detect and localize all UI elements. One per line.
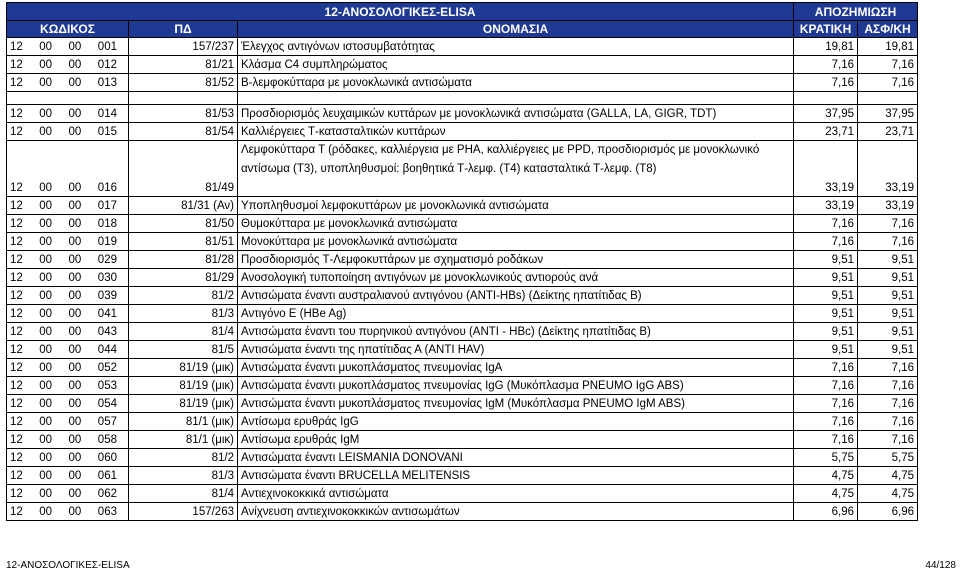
code-part: 018 xyxy=(97,217,117,230)
pd-cell: 81/3 xyxy=(129,467,238,485)
code-part: 00 xyxy=(39,271,53,284)
code-part: 12 xyxy=(10,182,23,194)
fund-price-cell: 7,16 xyxy=(858,413,918,431)
code-part: 053 xyxy=(97,379,117,392)
code-part: 013 xyxy=(97,76,117,89)
fund-price-cell: 9,51 xyxy=(858,251,918,269)
spacer-cell xyxy=(129,92,238,105)
table-row xyxy=(7,269,918,287)
code-cell xyxy=(7,305,129,323)
fund-price-cell: 7,16 xyxy=(858,233,918,251)
name-cell: Αντίσωμα ερυθράς IgM xyxy=(238,431,794,449)
fund-price-cell: 33,19 xyxy=(858,141,918,197)
code-part: 015 xyxy=(97,125,117,138)
code-part: 00 xyxy=(68,397,82,410)
fund-price-cell: 9,51 xyxy=(858,305,918,323)
name-cell: Μονοκύτταρα με μονοκλωνικά αντισώματα xyxy=(238,233,794,251)
spacer-row xyxy=(7,92,918,105)
code-part: 00 xyxy=(39,235,53,248)
code-cell xyxy=(7,215,129,233)
code-part: 00 xyxy=(68,415,82,428)
table-row xyxy=(7,395,918,413)
code-part: 014 xyxy=(97,107,117,120)
code-part: 12 xyxy=(10,469,23,482)
name-cell: Λεμφοκύτταρα Τ (ρόδακες, καλλιέργεια με PHA, καλλιέργειες με PPD, προσδιορισμός με μονοκλωνικό αντίσωμα (Τ3), υποπληθυσμοί: βοηθητικά Τ-λεμφ. (Τ4) κατασταλτικά Τ-λεμφ. (Τ8) xyxy=(238,141,794,197)
code-part: 029 xyxy=(97,253,117,266)
state-price-cell: 19,81 xyxy=(794,38,858,56)
pd-cell: 81/1 (μικ) xyxy=(129,413,238,431)
fund-price-cell: 5,75 xyxy=(858,449,918,467)
name-cell: Υποπληθυσμοί λεμφοκυττάρων με μονοκλωνικά αντισώματα xyxy=(238,197,794,215)
table-row xyxy=(7,431,918,449)
pd-cell: 81/49 xyxy=(129,141,238,197)
code-part: 00 xyxy=(39,289,53,302)
pd-cell: 81/52 xyxy=(129,74,238,92)
fund-price-cell: 7,16 xyxy=(858,395,918,413)
pd-cell: 81/2 xyxy=(129,449,238,467)
price-table xyxy=(6,2,918,521)
name-cell: Έλεγχος αντιγόνων ιστοσυμβατότητας xyxy=(238,38,794,56)
code-part: 00 xyxy=(39,397,53,410)
code-part: 00 xyxy=(39,125,53,138)
state-price-cell: 9,51 xyxy=(794,323,858,341)
pd-cell: 81/50 xyxy=(129,215,238,233)
code-part: 039 xyxy=(97,289,117,302)
name-cell: Β-λεμφοκύτταρα με μονοκλωνικά αντισώματα xyxy=(238,74,794,92)
code-part: 043 xyxy=(97,325,117,338)
code-part: 12 xyxy=(10,58,23,71)
code-part: 044 xyxy=(97,343,117,356)
code-part: 00 xyxy=(39,253,53,266)
fund-price-cell: 7,16 xyxy=(858,431,918,449)
state-price-cell: 37,95 xyxy=(794,105,858,123)
table-row xyxy=(7,503,918,521)
name-cell: Αντιεχινοκοκκικά αντισώματα xyxy=(238,485,794,503)
code-part: 12 xyxy=(10,451,23,464)
code-part: 00 xyxy=(68,379,82,392)
table-row xyxy=(7,449,918,467)
code-part: 12 xyxy=(10,505,23,518)
pd-cell: 157/237 xyxy=(129,38,238,56)
state-price-cell: 7,16 xyxy=(794,215,858,233)
spacer-cell xyxy=(238,92,794,105)
name-cell: Προσδιορισμός λευχαιμικών κυττάρων με μονοκλωνικά αντισώματα (GALLA, LA, GIGR, TDT) xyxy=(238,105,794,123)
code-part: 12 xyxy=(10,40,23,53)
code-part: 12 xyxy=(10,379,23,392)
state-price-cell: 7,16 xyxy=(794,395,858,413)
code-cell xyxy=(7,38,129,56)
code-part: 00 xyxy=(39,361,53,374)
pd-cell: 81/29 xyxy=(129,269,238,287)
name-cell: Κλάσμα C4 συμπληρώματος xyxy=(238,56,794,74)
code-part: 12 xyxy=(10,199,23,212)
code-part: 00 xyxy=(68,58,82,71)
code-part: 12 xyxy=(10,397,23,410)
pd-cell: 81/2 xyxy=(129,287,238,305)
code-cell xyxy=(7,56,129,74)
code-part: 00 xyxy=(68,289,82,302)
pd-cell: 81/4 xyxy=(129,485,238,503)
code-part: 00 xyxy=(39,182,53,194)
pd-cell: 81/1 (μικ) xyxy=(129,431,238,449)
name-cell: Ανίχνευση αντιεχινοκοκκικών αντισωμάτων xyxy=(238,503,794,521)
code-part: 00 xyxy=(39,469,53,482)
pd-cell: 157/263 xyxy=(129,503,238,521)
fund-price-cell: 23,71 xyxy=(858,123,918,141)
pd-cell: 81/19 (μικ) xyxy=(129,359,238,377)
code-cell xyxy=(7,74,129,92)
table-row xyxy=(7,197,918,215)
code-part: 12 xyxy=(10,487,23,500)
fund-price-cell: 7,16 xyxy=(858,359,918,377)
code-part: 12 xyxy=(10,271,23,284)
code-part: 00 xyxy=(39,40,53,53)
code-part: 00 xyxy=(68,361,82,374)
code-part: 00 xyxy=(68,40,82,53)
table-row xyxy=(7,105,918,123)
pd-cell: 81/19 (μικ) xyxy=(129,377,238,395)
code-part: 00 xyxy=(68,125,82,138)
table-row xyxy=(7,287,918,305)
table-row xyxy=(7,251,918,269)
state-price-cell: 33,19 xyxy=(794,141,858,197)
state-price-cell: 23,71 xyxy=(794,123,858,141)
name-cell: Αντισώματα έναντι του πυρηνικού αντιγόνου (ΑΝΤΙ - HBc) (Δείκτης ηπατίτιδας Β) xyxy=(238,323,794,341)
code-part: 00 xyxy=(39,487,53,500)
code-cell xyxy=(7,233,129,251)
code-part: 00 xyxy=(39,433,53,446)
code-part: 00 xyxy=(39,217,53,230)
group-title: 12-ΑΝΟΣΟΛΟΓΙΚΕΣ-ELISA xyxy=(7,3,794,21)
fund-price-cell: 4,75 xyxy=(858,467,918,485)
state-price-cell: 33,19 xyxy=(794,197,858,215)
code-part: 00 xyxy=(68,253,82,266)
table-row xyxy=(7,359,918,377)
state-price-cell: 9,51 xyxy=(794,341,858,359)
code-cell xyxy=(7,413,129,431)
code-part: 12 xyxy=(10,217,23,230)
code-part: 00 xyxy=(68,451,82,464)
fund-price-cell: 7,16 xyxy=(858,215,918,233)
compensation-header: ΑΠΟΖΗΜΙΩΣΗ xyxy=(794,3,918,21)
code-cell xyxy=(7,485,129,503)
table-body xyxy=(7,38,918,521)
code-part: 12 xyxy=(10,235,23,248)
pd-cell: 81/53 xyxy=(129,105,238,123)
pd-cell: 81/3 xyxy=(129,305,238,323)
spacer-cell xyxy=(858,92,918,105)
code-part: 060 xyxy=(97,451,117,464)
code-part: 00 xyxy=(39,58,53,71)
table-row xyxy=(7,341,918,359)
fund-price-cell: 33,19 xyxy=(858,197,918,215)
state-price-cell: 9,51 xyxy=(794,305,858,323)
pd-cell: 81/5 xyxy=(129,341,238,359)
code-part: 00 xyxy=(68,235,82,248)
code-cell xyxy=(7,359,129,377)
pd-cell: 81/51 xyxy=(129,233,238,251)
code-part: 12 xyxy=(10,125,23,138)
code-part: 00 xyxy=(39,307,53,320)
name-cell: Αντισώματα έναντι της ηπατίτιδας Α (ΑΝΤΙ HAV) xyxy=(238,341,794,359)
code-part: 12 xyxy=(10,415,23,428)
state-price-cell: 7,16 xyxy=(794,74,858,92)
code-part: 00 xyxy=(39,415,53,428)
code-part: 00 xyxy=(68,217,82,230)
state-price-cell: 7,16 xyxy=(794,377,858,395)
name-cell: Αντιγόνο Ε (HBe Ag) xyxy=(238,305,794,323)
name-cell: Θυμοκύτταρα με μονοκλωνικά αντισώματα xyxy=(238,215,794,233)
code-cell xyxy=(7,377,129,395)
state-price-cell: 4,75 xyxy=(794,467,858,485)
code-part: 12 xyxy=(10,361,23,374)
code-cell xyxy=(7,269,129,287)
state-price-cell: 7,16 xyxy=(794,359,858,377)
state-price-cell: 5,75 xyxy=(794,449,858,467)
table-row xyxy=(7,377,918,395)
column-header-state: ΚΡΑΤΙΚΗ xyxy=(794,21,858,38)
code-part: 052 xyxy=(97,361,117,374)
code-part: 00 xyxy=(39,451,53,464)
state-price-cell: 9,51 xyxy=(794,269,858,287)
spacer-cell xyxy=(794,92,858,105)
name-cell: Αντισώματα έναντι BRUCELLA MELITENSIS xyxy=(238,467,794,485)
code-part: 00 xyxy=(39,107,53,120)
name-cell: Αντισώματα έναντι μυκοπλάσματος πνευμονίας IgA xyxy=(238,359,794,377)
name-cell: Αντισώματα έναντι μυκοπλάσματος πνευμονίας IgM (Μυκόπλασμα PNEUMO IgM ABS) xyxy=(238,395,794,413)
table-row xyxy=(7,233,918,251)
code-cell xyxy=(7,323,129,341)
table-row xyxy=(7,467,918,485)
code-part: 016 xyxy=(97,182,117,194)
column-header-name: ΟΝΟΜΑΣΙΑ xyxy=(238,21,794,38)
code-part: 12 xyxy=(10,253,23,266)
state-price-cell: 7,16 xyxy=(794,233,858,251)
code-part: 00 xyxy=(39,379,53,392)
code-part: 057 xyxy=(97,415,117,428)
column-header-fund: ΑΣΦ/ΚΗ xyxy=(858,21,918,38)
fund-price-cell: 9,51 xyxy=(858,323,918,341)
fund-price-cell: 9,51 xyxy=(858,341,918,359)
code-part: 00 xyxy=(68,487,82,500)
code-part: 012 xyxy=(97,58,117,71)
pd-cell: 81/4 xyxy=(129,323,238,341)
table-row xyxy=(7,413,918,431)
code-cell xyxy=(7,395,129,413)
fund-price-cell: 4,75 xyxy=(858,485,918,503)
table-row xyxy=(7,215,918,233)
footer-page-number: 44/128 xyxy=(925,560,956,571)
pd-cell: 81/54 xyxy=(129,123,238,141)
code-cell xyxy=(7,449,129,467)
state-price-cell: 9,51 xyxy=(794,251,858,269)
fund-price-cell: 7,16 xyxy=(858,74,918,92)
code-part: 00 xyxy=(68,307,82,320)
code-part: 12 xyxy=(10,325,23,338)
code-part: 12 xyxy=(10,289,23,302)
state-price-cell: 7,16 xyxy=(794,431,858,449)
fund-price-cell: 7,16 xyxy=(858,56,918,74)
code-part: 00 xyxy=(39,76,53,89)
fund-price-cell: 7,16 xyxy=(858,377,918,395)
code-cell xyxy=(7,141,129,197)
pd-cell: 81/31 (Αν) xyxy=(129,197,238,215)
fund-price-cell: 6,96 xyxy=(858,503,918,521)
fund-price-cell: 9,51 xyxy=(858,269,918,287)
table-row xyxy=(7,74,918,92)
state-price-cell: 4,75 xyxy=(794,485,858,503)
fund-price-cell: 19,81 xyxy=(858,38,918,56)
name-cell: Αντίσωμα ερυθράς IgG xyxy=(238,413,794,431)
code-part: 058 xyxy=(97,433,117,446)
code-part: 12 xyxy=(10,107,23,120)
state-price-cell: 7,16 xyxy=(794,56,858,74)
code-cell xyxy=(7,105,129,123)
fund-price-cell: 9,51 xyxy=(858,287,918,305)
code-part: 00 xyxy=(39,505,53,518)
code-cell xyxy=(7,251,129,269)
name-cell: Ανοσολογική τυποποίηση αντιγόνων με μονοκλωνικούς αντιορούς ανά xyxy=(238,269,794,287)
code-cell xyxy=(7,123,129,141)
code-part: 041 xyxy=(97,307,117,320)
spacer-cell xyxy=(7,92,129,105)
table-row xyxy=(7,123,918,141)
code-part: 00 xyxy=(68,433,82,446)
code-part: 00 xyxy=(68,182,82,194)
footer-section-title: 12-ΑΝΟΣΟΛΟΓΙΚΕΣ-ELISA xyxy=(6,560,130,571)
code-part: 00 xyxy=(39,325,53,338)
code-cell xyxy=(7,287,129,305)
pd-cell: 81/19 (μικ) xyxy=(129,395,238,413)
name-cell: Αντισώματα έναντι LEISMANIA DONOVANI xyxy=(238,449,794,467)
code-part: 00 xyxy=(68,343,82,356)
code-cell xyxy=(7,503,129,521)
code-part: 00 xyxy=(68,505,82,518)
name-cell: Αντισώματα έναντι αυστραλιανού αντιγόνου (ANTI-HBs) (Δείκτης ηπατίτιδας Β) xyxy=(238,287,794,305)
code-part: 00 xyxy=(68,107,82,120)
column-header-code: ΚΩΔΙΚΟΣ xyxy=(7,21,129,38)
code-cell xyxy=(7,431,129,449)
code-part: 12 xyxy=(10,433,23,446)
code-part: 00 xyxy=(68,325,82,338)
code-part: 030 xyxy=(97,271,117,284)
code-part: 017 xyxy=(97,199,117,212)
code-part: 12 xyxy=(10,343,23,356)
table-header xyxy=(7,3,918,38)
table-row xyxy=(7,56,918,74)
table-row xyxy=(7,305,918,323)
table-row xyxy=(7,485,918,503)
code-part: 00 xyxy=(68,199,82,212)
name-cell: Προσδιορισμός Τ-Λεμφοκυττάρων με σχηματισμό ροδάκων xyxy=(238,251,794,269)
table-row xyxy=(7,323,918,341)
code-part: 00 xyxy=(68,76,82,89)
code-cell xyxy=(7,341,129,359)
name-cell: Αντισώματα έναντι μυκοπλάσματος πνευμονίας IgG (Μυκόπλασμα PNEUMO IgG ABS) xyxy=(238,377,794,395)
code-cell xyxy=(7,197,129,215)
code-part: 00 xyxy=(68,271,82,284)
pd-cell: 81/21 xyxy=(129,56,238,74)
state-price-cell: 6,96 xyxy=(794,503,858,521)
code-part: 063 xyxy=(97,505,117,518)
code-cell xyxy=(7,467,129,485)
state-price-cell: 7,16 xyxy=(794,413,858,431)
code-part: 019 xyxy=(97,235,117,248)
code-part: 062 xyxy=(97,487,117,500)
table-row xyxy=(7,141,918,197)
code-part: 061 xyxy=(97,469,117,482)
code-part: 12 xyxy=(10,76,23,89)
pd-cell: 81/28 xyxy=(129,251,238,269)
column-header-pd: ΠΔ xyxy=(129,21,238,38)
name-cell: Καλλιέργειες Τ-κατασταλτικών κυττάρων xyxy=(238,123,794,141)
code-part: 054 xyxy=(97,397,117,410)
code-part: 00 xyxy=(39,199,53,212)
fund-price-cell: 37,95 xyxy=(858,105,918,123)
table-row xyxy=(7,38,918,56)
code-part: 00 xyxy=(39,343,53,356)
code-part: 001 xyxy=(97,40,117,53)
state-price-cell: 9,51 xyxy=(794,287,858,305)
code-part: 12 xyxy=(10,307,23,320)
code-part: 00 xyxy=(68,469,82,482)
